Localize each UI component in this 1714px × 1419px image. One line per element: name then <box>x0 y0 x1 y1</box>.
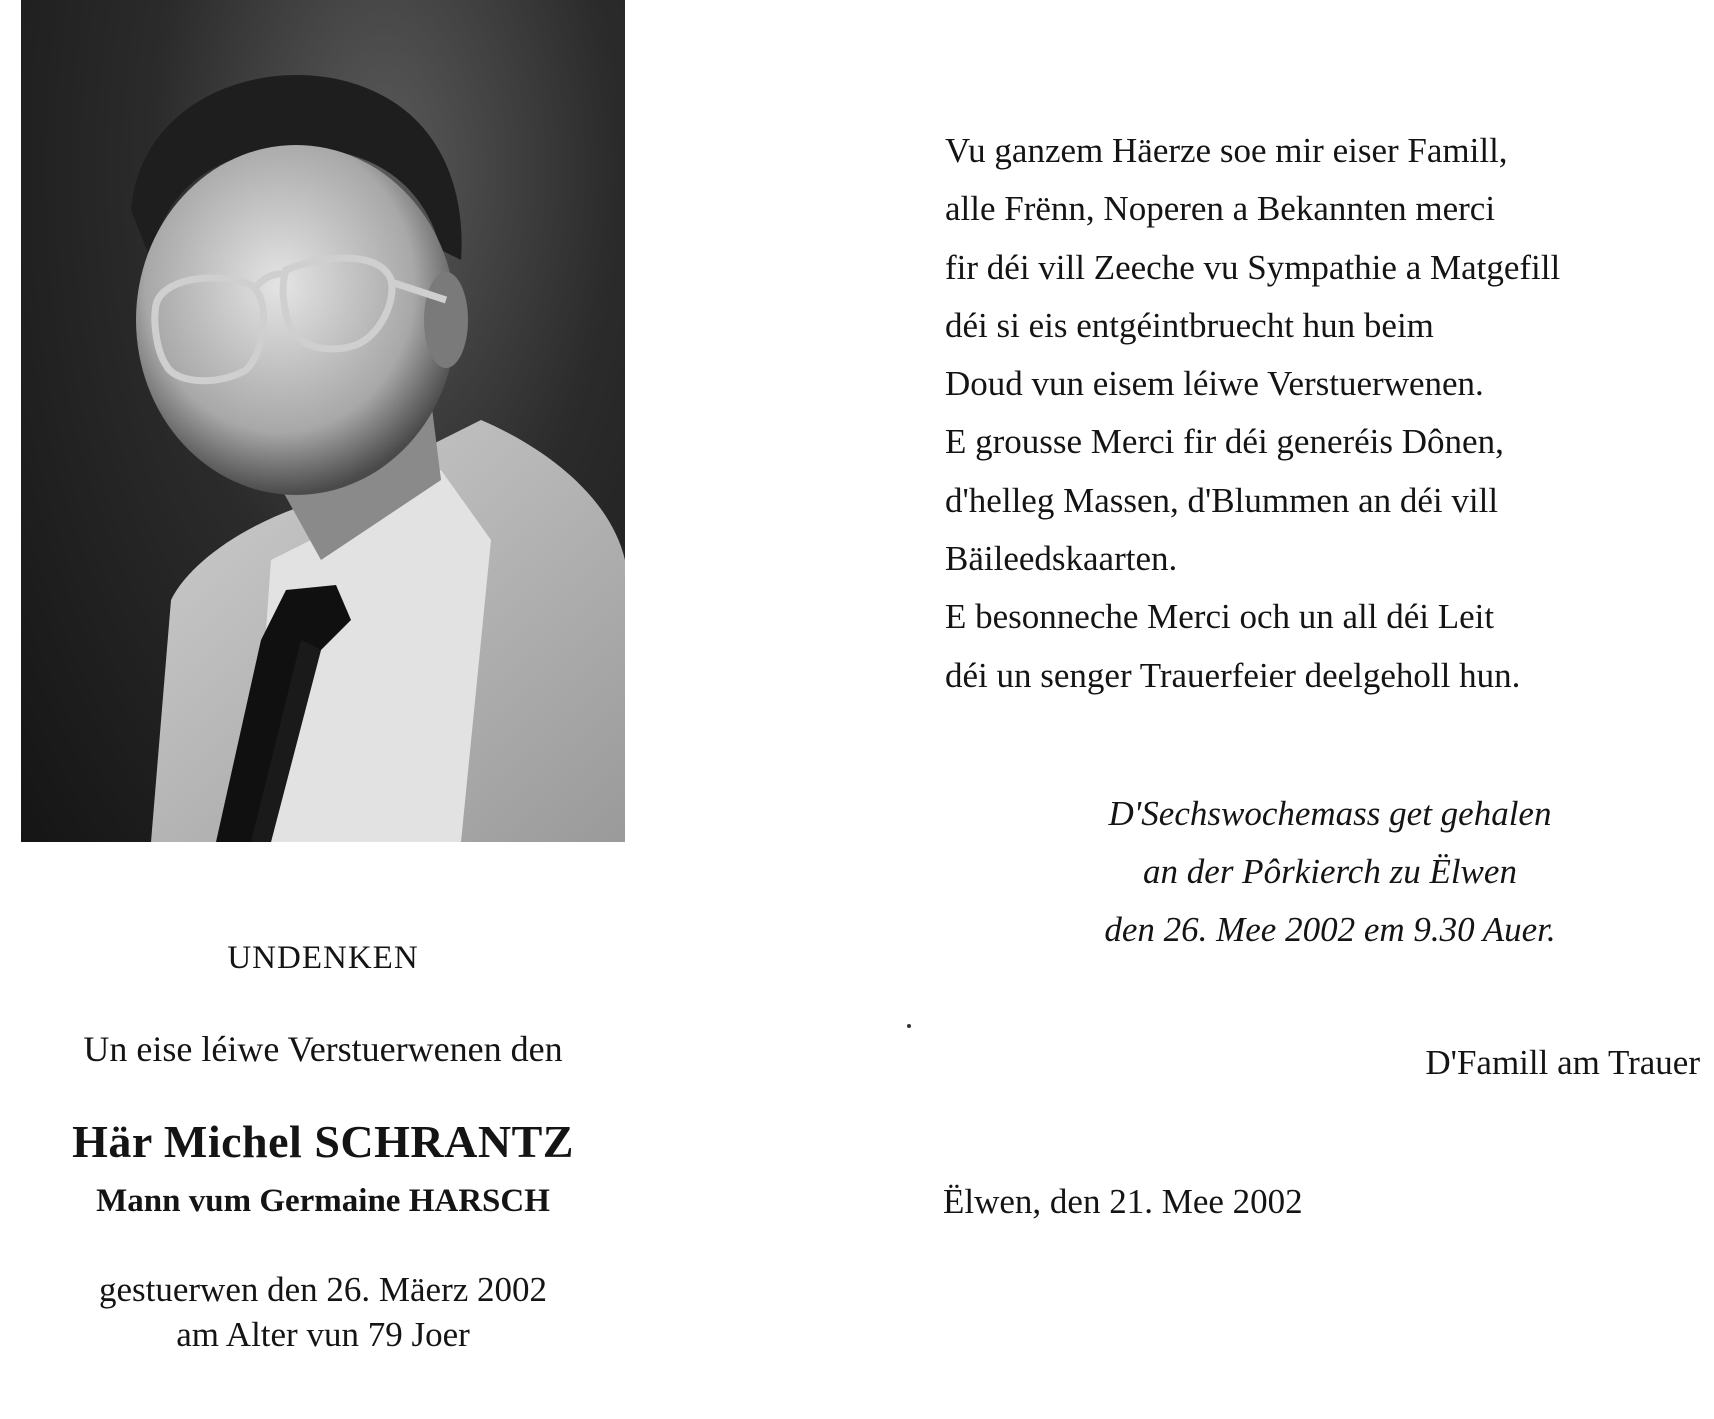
portrait-illustration <box>21 0 625 842</box>
memorial-intro: Un eise léiwe Verstuerwenen den <box>83 1029 563 1069</box>
thanks-line: déi un senger Trauerfeier deelgeholl hun. <box>945 655 1521 695</box>
age-at-death: am Alter vun 79 Joer <box>176 1315 470 1354</box>
thanks-line: d'helleg Massen, d'Blummen an déi vill <box>945 480 1499 520</box>
thanks-line: Doud vun eisem léiwe Verstuerwenen. <box>945 364 1484 404</box>
thanks-line: E besonneche Merci och un all déi Leit <box>945 597 1495 637</box>
thanks-line: E grousse Merci fir déi generéis Dônen, <box>945 422 1504 462</box>
thanks-line: Vu ganzem Häerze soe mir eiser Famill, <box>945 131 1508 170</box>
portrait-photo <box>21 0 625 842</box>
spouse-line: Mann vum Germaine HARSCH <box>96 1183 550 1219</box>
mass-line-3: den 26. Mee 2002 em 9.30 Auer. <box>1104 910 1556 949</box>
place-and-date: Ëlwen, den 21. Mee 2002 <box>943 1182 1303 1221</box>
print-speck <box>907 1024 911 1028</box>
deceased-name: Här Michel SCHRANTZ <box>72 1116 574 1167</box>
death-date: gestuerwen den 26. Mäerz 2002 <box>98 1270 548 1309</box>
family-signature: D'Famill am Trauer <box>1425 1043 1700 1082</box>
thanks-line: Bäileedskaarten. <box>945 539 1178 579</box>
thanks-line: alle Frënn, Noperen a Bekannten merci <box>945 189 1496 229</box>
thank-you-text <box>945 122 1560 705</box>
mass-announcement <box>1030 785 1630 959</box>
mass-line-1: D'Sechswochemass get gehalen <box>1108 794 1552 833</box>
mass-line-2: an der Pôrkierch zu Ëlwen <box>1143 852 1517 891</box>
death-details <box>21 1267 625 1357</box>
thanks-line: déi si eis entgéintbruecht hun beim <box>945 305 1434 345</box>
memorial-heading: UNDENKEN <box>227 940 419 976</box>
thanks-line: fir déi vill Zeeche vu Sympathie a Matgefill <box>945 247 1561 287</box>
